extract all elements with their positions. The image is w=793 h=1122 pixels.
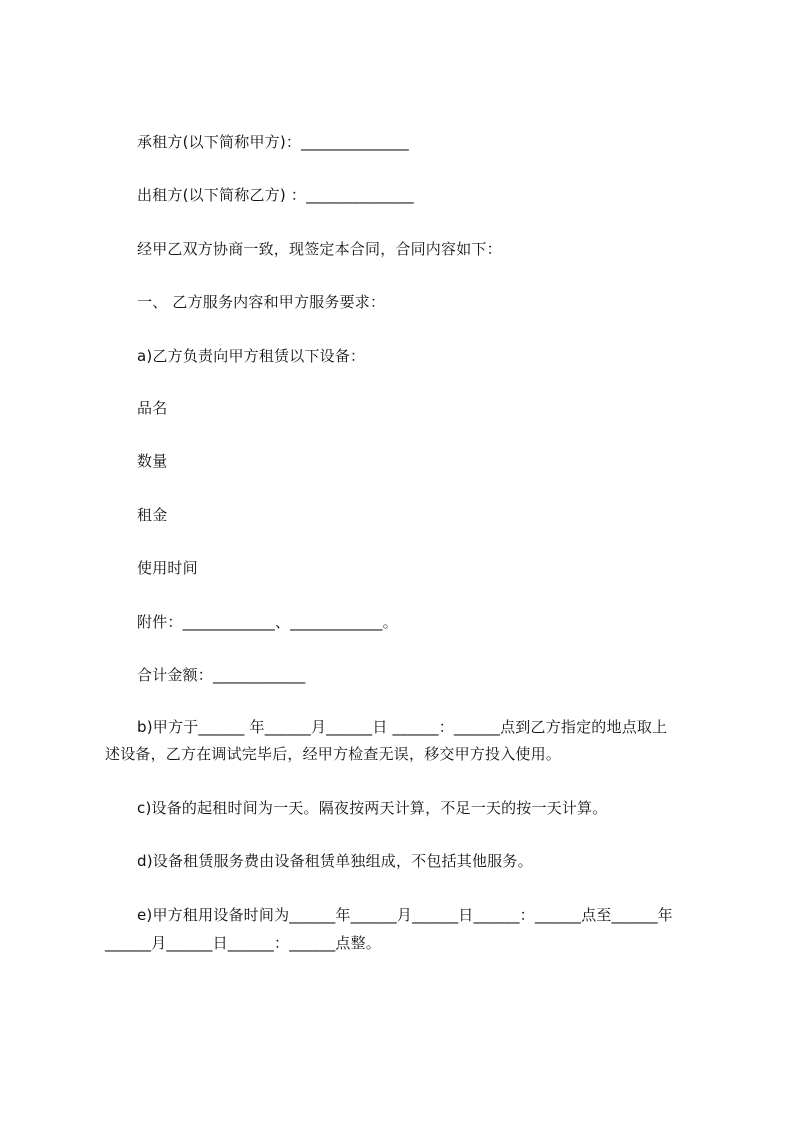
total-amount-line: 合计金额：____________ bbox=[137, 666, 306, 684]
clause-b-line-1: b)甲方于______ 年______月______日 ______：______点到乙方指定的地点取上 bbox=[137, 718, 668, 736]
section-one-heading: 一、 乙方服务内容和甲方服务要求： bbox=[137, 293, 386, 311]
attachments-line: 附件：____________、____________。 bbox=[137, 613, 398, 631]
clause-a: a)乙方负责向甲方租赁以下设备： bbox=[137, 347, 366, 365]
clause-c: c)设备的起租时间为一天。隔夜按两天计算，不足一天的按一天计算。 bbox=[137, 799, 608, 817]
clause-e-line-2: ______月______日______：______点整。 bbox=[105, 934, 382, 952]
clause-e-line-1: e)甲方租用设备时间为______年______月______日______：______点至______年 bbox=[137, 906, 673, 924]
usage-time-label: 使用时间 bbox=[137, 559, 198, 577]
clause-d: d)设备租赁服务费由设备租赁单独组成，不包括其他服务。 bbox=[137, 852, 533, 870]
rent-label: 租金 bbox=[137, 506, 168, 524]
item-name-label: 品名 bbox=[137, 399, 168, 417]
clause-b-line-2: 述设备，乙方在调试完毕后，经甲方检查无误，移交甲方投入使用。 bbox=[105, 745, 562, 763]
lessee-line: 承租方(以下简称甲方)：______________ bbox=[137, 133, 409, 151]
lessor-line: 出租方(以下简称乙方) ：______________ bbox=[137, 186, 414, 204]
quantity-label: 数量 bbox=[137, 452, 168, 470]
agreement-intro: 经甲乙双方协商一致，现签定本合同，合同内容如下： bbox=[137, 240, 502, 258]
